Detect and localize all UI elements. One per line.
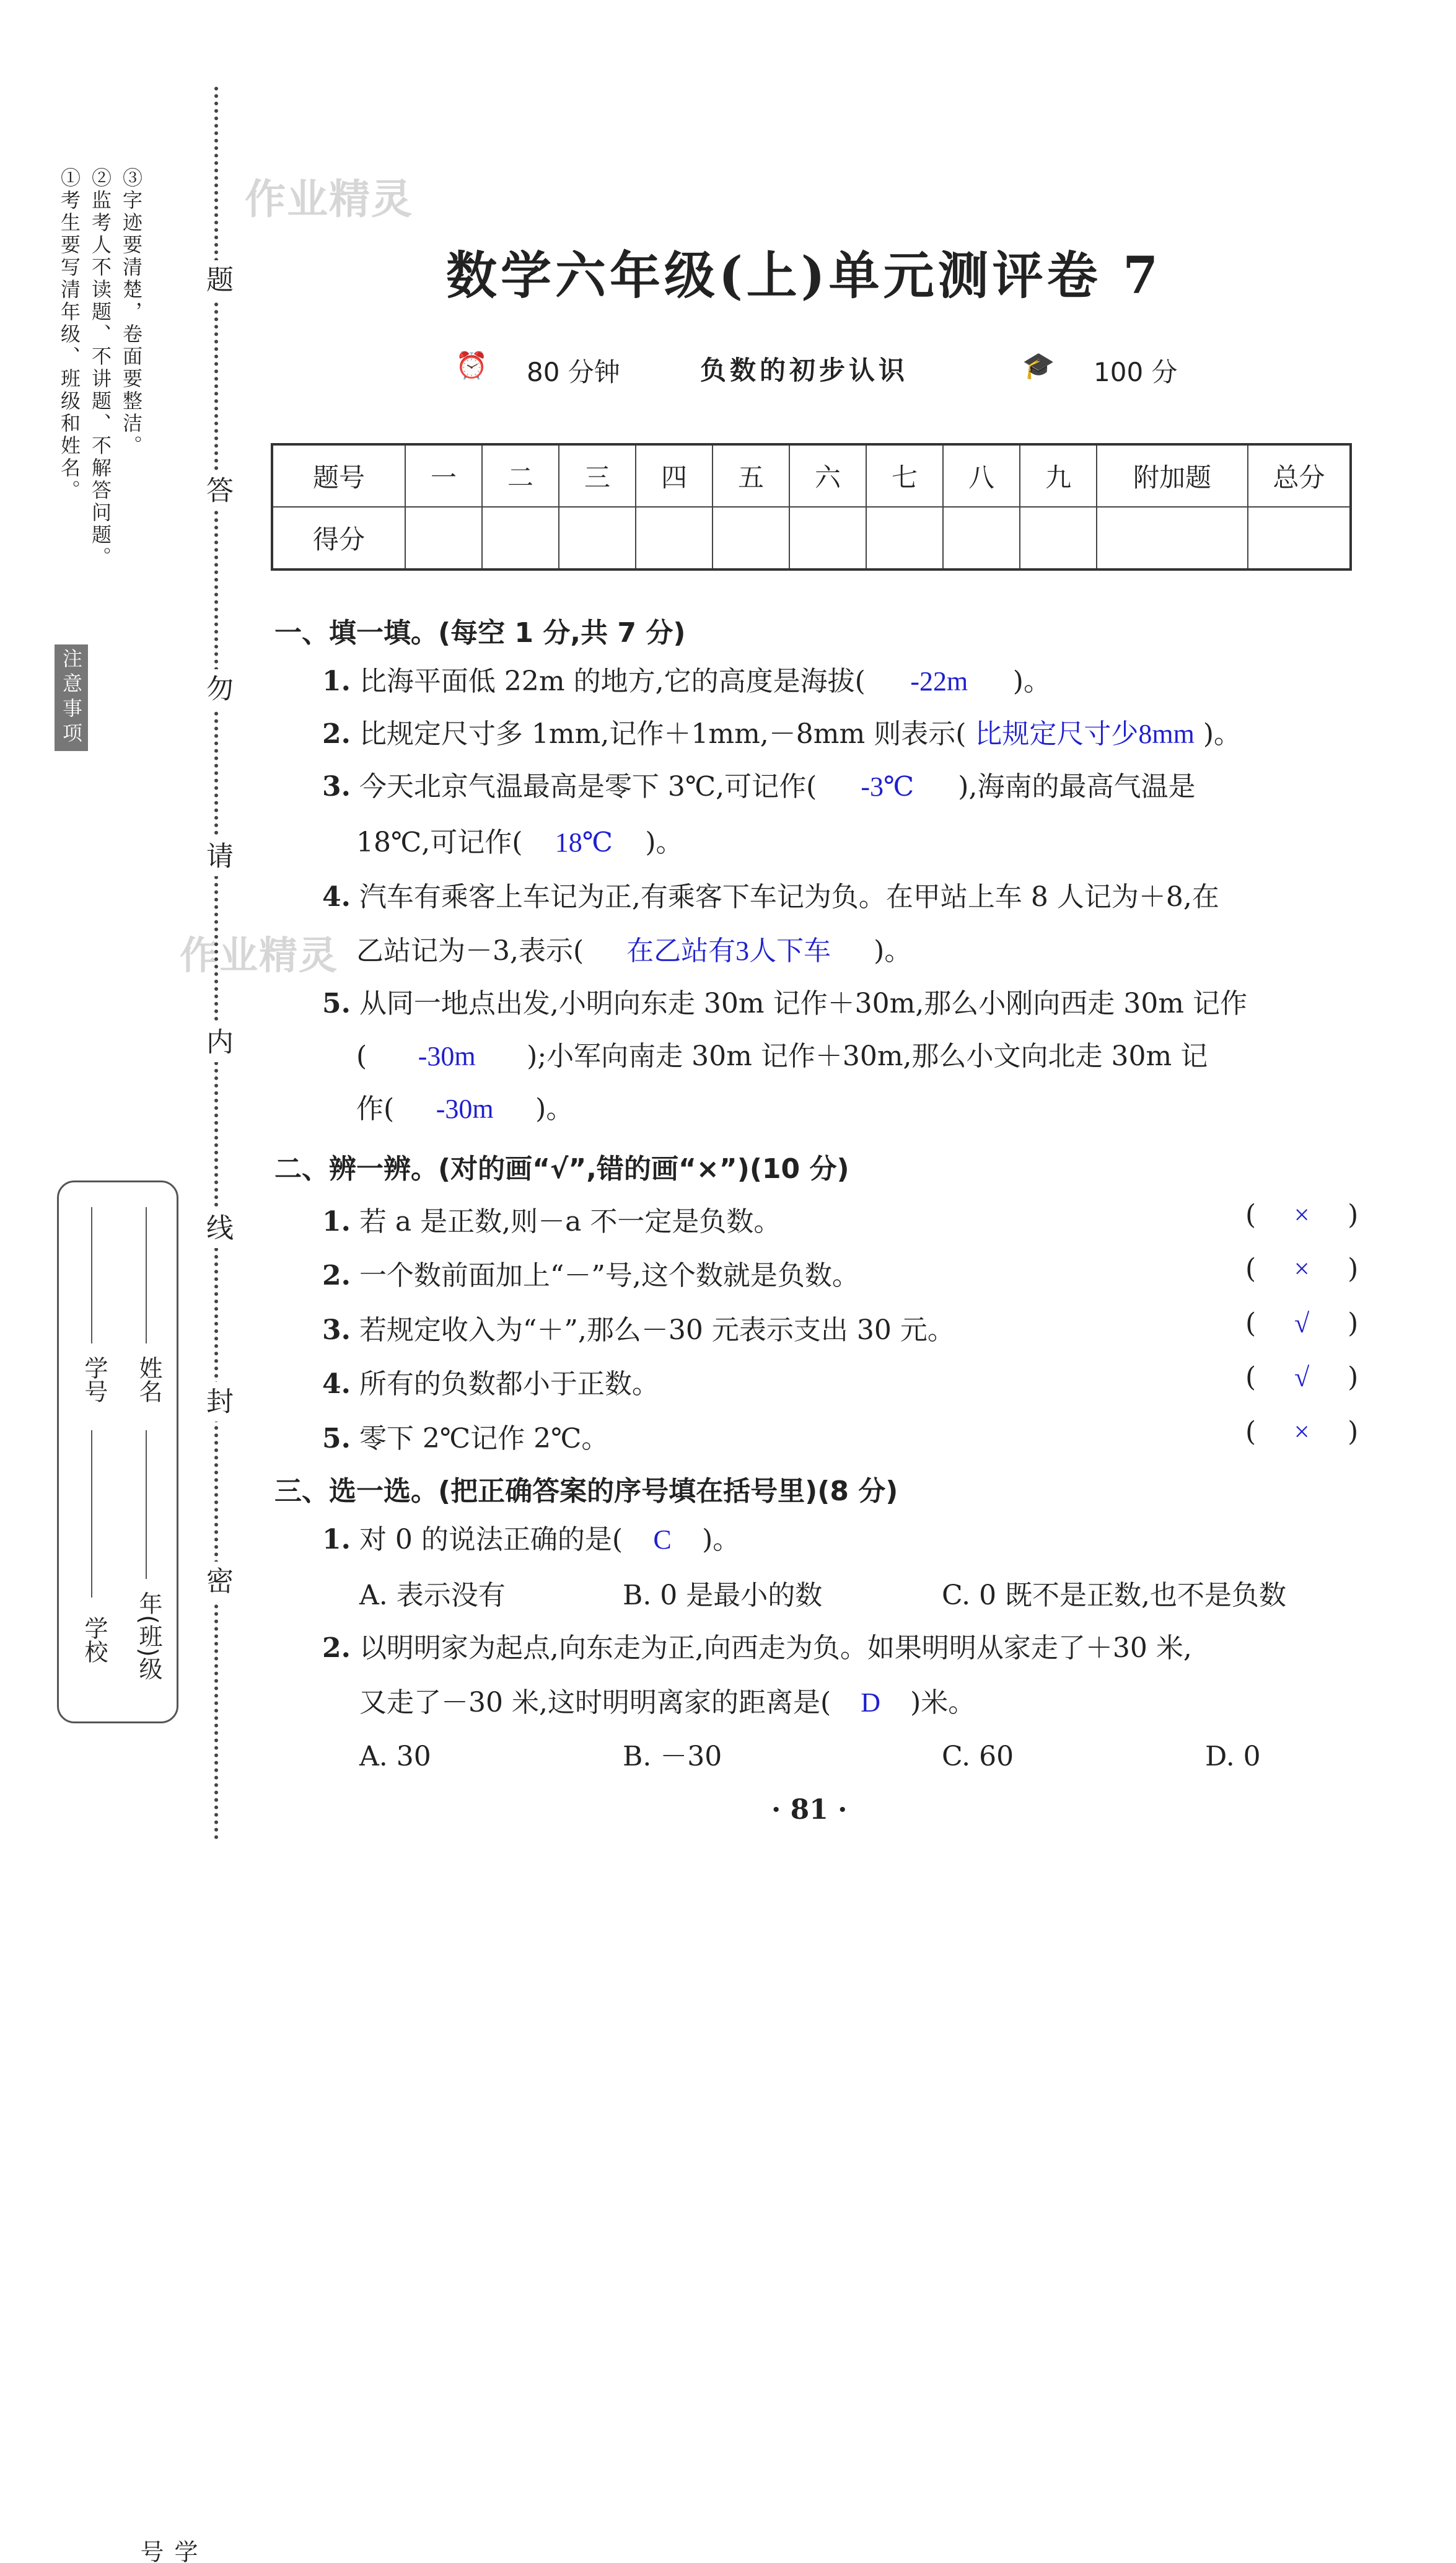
- s2-item-2: [322, 1253, 859, 1293]
- s3-q2-option-b[interactable]: B. －30: [623, 1741, 722, 1772]
- seal-char-3: 勿: [202, 669, 232, 709]
- score-row-label: 得分: [272, 507, 405, 569]
- s2-answer-5[interactable]: [1245, 1416, 1358, 1448]
- notice-item-1: ①考生要写清年级、班级和姓名。: [58, 167, 81, 502]
- table-header-cell: 四: [636, 444, 713, 507]
- paren-close: ): [1348, 1199, 1359, 1231]
- s2-item-4: [322, 1361, 659, 1401]
- q-text: 对 0 的说法正确的是(: [359, 1524, 623, 1555]
- judge-answer[interactable]: ×: [1294, 1417, 1310, 1447]
- name-label: 姓名: [135, 1356, 162, 1403]
- seal-char-1: 题: [202, 260, 232, 300]
- notice-item-3: ③字迹要清楚，卷面要整洁。: [120, 167, 143, 457]
- judge-answer[interactable]: √: [1294, 1362, 1310, 1392]
- s2-answer-3[interactable]: [1245, 1308, 1358, 1339]
- table-header-cell: 五: [713, 444, 789, 507]
- s2-item-3: [322, 1308, 955, 1347]
- school-label: 学校: [81, 1616, 108, 1663]
- paren-open: (: [1245, 1199, 1256, 1231]
- paren-open: (: [1245, 1308, 1256, 1339]
- score-cell[interactable]: [1097, 507, 1248, 569]
- table-header-cell: 一: [405, 444, 482, 507]
- s2-item-1: [322, 1199, 781, 1239]
- table-header-cell: 总分: [1248, 444, 1351, 507]
- s1-q3: [322, 768, 1195, 806]
- seal-char-6: 线: [202, 1208, 232, 1248]
- watermark-middle: 作业精灵: [180, 933, 339, 978]
- s2-answer-2[interactable]: [1245, 1253, 1358, 1285]
- q-number: 2.: [322, 718, 351, 750]
- q-number: 1.: [322, 666, 351, 697]
- answer-blank[interactable]: 比规定尺寸少8mm: [975, 719, 1195, 749]
- answer-blank[interactable]: 在乙站有3人下车: [626, 936, 831, 966]
- q-number: 1.: [322, 1206, 351, 1238]
- paren-open: (: [1245, 1253, 1256, 1285]
- judge-answer[interactable]: ×: [1294, 1254, 1310, 1284]
- table-header-cell: 三: [559, 444, 636, 507]
- q-text: )。: [1012, 666, 1051, 697]
- q-number: 4.: [322, 881, 351, 913]
- answer-blank[interactable]: C: [653, 1524, 672, 1555]
- s1-q1: [322, 663, 1051, 700]
- section2-heading: 二、辨一辨。(对的画“√”,错的画“×”)(10 分): [274, 1153, 849, 1185]
- seal-char-7: 封: [202, 1382, 232, 1422]
- q-number: 5.: [322, 988, 351, 1019]
- q-text: ),海南的最高气温是: [958, 771, 1196, 802]
- page-number: · 81 ·: [771, 1794, 848, 1826]
- q-number: 2.: [322, 1260, 351, 1291]
- s2-item-5: [322, 1416, 608, 1456]
- q-text: 所有的负数都小于正数。: [359, 1368, 659, 1400]
- q-text: )。: [1203, 718, 1241, 750]
- q-number: 3.: [322, 771, 351, 802]
- q-text: 以明明家为起点,向东走为正,向西走为负。如果明明从家走了＋30 米,: [359, 1632, 1192, 1664]
- s3-q2-option-d[interactable]: D. 0: [1205, 1741, 1261, 1772]
- score-cell[interactable]: [866, 507, 943, 569]
- judge-answer[interactable]: √: [1294, 1308, 1310, 1339]
- q-text: 从同一地点出发,小明向东走 30m 记作＋30m,那么小刚向西走 30m 记作: [359, 988, 1247, 1019]
- score-cell[interactable]: [1020, 507, 1097, 569]
- q-text: 若规定收入为“＋”,那么－30 元表示支出 30 元。: [359, 1314, 955, 1346]
- s3-q1-option-c[interactable]: C. 0 既不是正数,也不是负数: [942, 1580, 1287, 1611]
- q-text: )。: [874, 935, 912, 967]
- exam-time: 80 分钟: [527, 357, 620, 387]
- clock-icon: ⏰: [455, 350, 488, 380]
- q-text: 乙站记为－3,表示(: [356, 935, 584, 967]
- score-table-header-row: [272, 444, 1351, 507]
- student-info-box: [57, 1180, 198, 2563]
- table-header-cell: 附加题: [1097, 444, 1248, 507]
- score-cell[interactable]: [713, 507, 789, 569]
- score-cell[interactable]: [405, 507, 482, 569]
- s1-q5-cont: [356, 1038, 1208, 1075]
- name-underline-1[interactable]: [91, 1207, 92, 1343]
- section3-heading: 三、选一选。(把正确答案的序号填在括号里)(8 分): [274, 1475, 898, 1507]
- paren-close: ): [1348, 1308, 1359, 1339]
- paren-close: ): [1348, 1416, 1359, 1448]
- student-no-label: 学号: [81, 1356, 108, 1403]
- q-number: 1.: [322, 1524, 351, 1555]
- table-header-cell: 题号: [272, 444, 405, 507]
- student-no-label: 学号: [136, 2539, 198, 2563]
- s2-answer-4[interactable]: [1245, 1361, 1358, 1393]
- table-header-cell: 六: [789, 444, 866, 507]
- s3-q1-option-a[interactable]: A. 表示没有: [359, 1580, 506, 1611]
- q-text: );小军向南走 30m 记作＋30m,那么小文向北走 30m 记: [527, 1040, 1208, 1072]
- table-header-cell: 二: [482, 444, 559, 507]
- s3-q2-cont: [359, 1684, 975, 1721]
- s3-q2-option-a[interactable]: A. 30: [359, 1741, 431, 1772]
- q-text: 若 a 是正数,则－a 不一定是负数。: [359, 1206, 781, 1238]
- s1-q2: [322, 716, 1241, 753]
- s1-q4-cont: [356, 933, 911, 970]
- s1-q5: [322, 985, 1247, 1022]
- school-underline[interactable]: [91, 1430, 92, 1598]
- answer-blank[interactable]: -3℃: [861, 772, 914, 802]
- paren-open: (: [1245, 1416, 1256, 1448]
- s1-q5-cont2: [356, 1091, 573, 1128]
- answer-blank[interactable]: 18℃: [555, 827, 613, 858]
- q-number: 4.: [322, 1368, 351, 1400]
- seal-char-8: 密: [202, 1562, 232, 1601]
- answer-blank[interactable]: -30m: [436, 1094, 494, 1124]
- score-cell[interactable]: [559, 507, 636, 569]
- s1-q4: [322, 879, 1219, 916]
- answer-blank[interactable]: -30m: [418, 1041, 476, 1071]
- seal-char-4: 请: [202, 837, 232, 876]
- q-text: 18℃,可记作(: [356, 827, 523, 858]
- q-number: 3.: [322, 1314, 351, 1346]
- score-table-score-row: [272, 507, 1351, 569]
- judge-answer[interactable]: ×: [1294, 1200, 1310, 1230]
- q-text: )。: [702, 1524, 740, 1555]
- q-text: 又走了－30 米,这时明明离家的距离是(: [359, 1687, 831, 1718]
- s3-q1-option-b[interactable]: B. 0 是最小的数: [623, 1580, 823, 1611]
- s3-q1: [322, 1521, 740, 1558]
- score-cell[interactable]: [789, 507, 866, 569]
- q-text: )。: [535, 1093, 574, 1125]
- paren-close: ): [1348, 1253, 1359, 1285]
- notice-item-2: ②监考人不读题、不讲题、不解答问题。: [89, 167, 112, 569]
- s3-q2: [322, 1630, 1192, 1667]
- q-text: 今天北京气温最高是零下 3℃,可记作(: [359, 771, 817, 802]
- name-underline-2[interactable]: [146, 1207, 147, 1343]
- q-text: 作(: [356, 1093, 395, 1125]
- q-text: 比规定尺寸多 1mm,记作＋1mm,－8mm 则表示(: [359, 718, 967, 750]
- score-cell[interactable]: [943, 507, 1020, 569]
- q-number: 2.: [322, 1632, 351, 1664]
- table-header-cell: 八: [943, 444, 1020, 507]
- q-text: )。: [645, 827, 683, 858]
- section1-heading: 一、填一填。(每空 1 分,共 7 分): [274, 617, 686, 649]
- score-cell[interactable]: [482, 507, 559, 569]
- q-text: 比海平面低 22m 的地方,它的高度是海拔(: [359, 666, 866, 697]
- q-text: 汽车有乘客上车记为正,有乘客下车记为负。在甲站上车 8 人记为＋8,在: [359, 881, 1219, 913]
- answer-blank[interactable]: D: [861, 1687, 881, 1718]
- grade-class-label: 年(班)级: [135, 1591, 162, 1681]
- q-number: 5.: [322, 1423, 351, 1454]
- exam-score: 100 分: [1094, 357, 1178, 387]
- watermark-top: 作业精灵: [245, 175, 413, 223]
- score-cell[interactable]: [1248, 507, 1351, 569]
- exam-topic: 负数的初步认识: [700, 355, 909, 385]
- q-text: 一个数前面加上“－”号,这个数就是负数。: [359, 1260, 859, 1291]
- mortarboard-icon: 🎓: [1022, 350, 1055, 380]
- class-underline[interactable]: [146, 1430, 147, 1579]
- answer-blank[interactable]: -22m: [910, 666, 968, 697]
- s3-q2-option-c[interactable]: C. 60: [942, 1741, 1014, 1772]
- s1-q3-cont: [356, 824, 683, 861]
- q-text: )米。: [910, 1687, 976, 1718]
- score-cell[interactable]: [636, 507, 713, 569]
- s2-answer-1[interactable]: [1245, 1199, 1358, 1231]
- paren-open: (: [1245, 1361, 1256, 1393]
- table-header-cell: 七: [866, 444, 943, 507]
- score-table: [271, 443, 1352, 571]
- notice-label: 注意事项: [55, 644, 88, 751]
- table-header-cell: 九: [1020, 444, 1097, 507]
- seal-char-2: 答: [202, 471, 232, 511]
- q-text: (: [356, 1040, 367, 1072]
- paren-close: ): [1348, 1361, 1359, 1393]
- q-text: 零下 2℃记作 2℃。: [359, 1423, 609, 1454]
- page-title: 数学六年级(上)单元测评卷 7: [446, 246, 1162, 306]
- seal-char-5: 内: [202, 1022, 232, 1062]
